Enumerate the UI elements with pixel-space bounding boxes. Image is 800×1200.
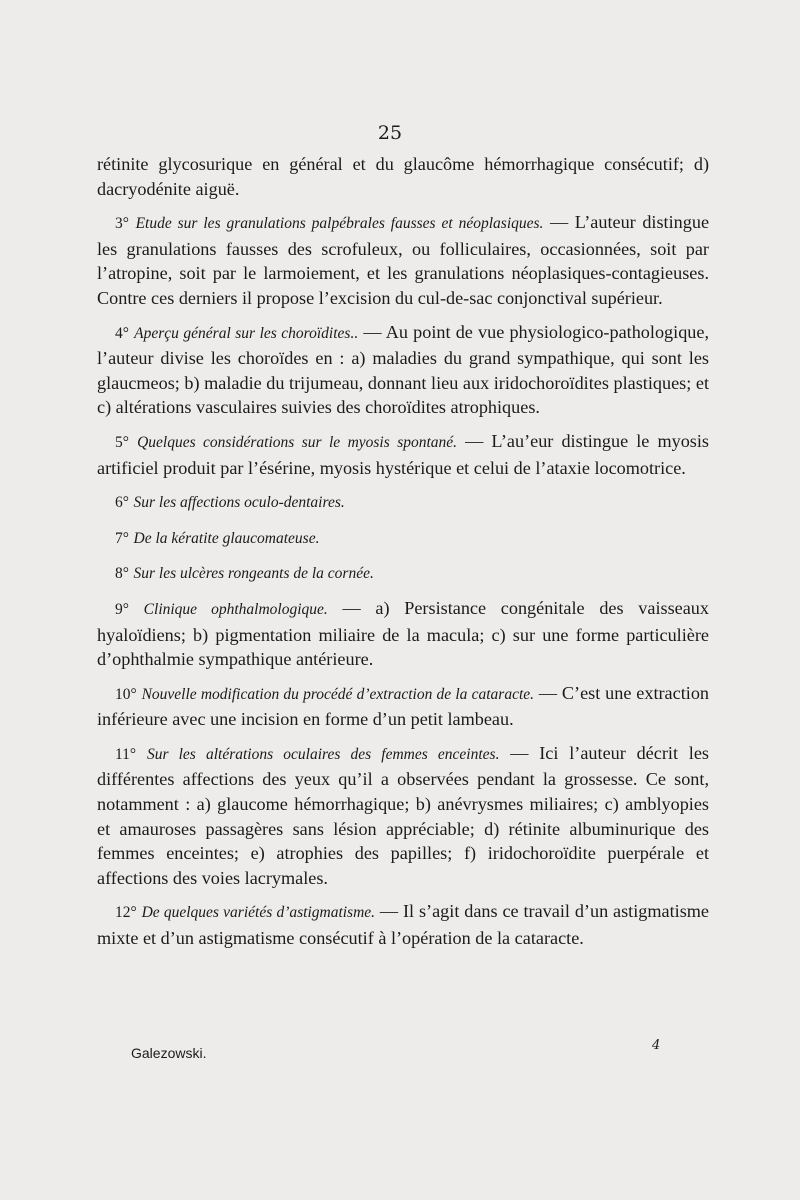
item-number: 4° [115,324,129,342]
item-title: Nouvelle modification du procédé d’extraction de la cataracte. [141,685,535,703]
paragraph-continuation [97,152,709,201]
paragraph-item-6 [97,489,709,516]
item-title: Sur les altérations oculaires des femmes enceintes. [146,745,500,763]
paragraph-text: — L’au’eur distingue le myosis artificiel produit par l’ésérine, myosis hystérique et celui de l’ataxie locomotrice. [97,430,710,478]
paragraph-item-4 [97,320,709,420]
item-number: 8° [115,565,129,583]
item-number: 9° [115,600,129,618]
signature-mark: 4 [652,1038,661,1053]
paragraph-item-3 [97,210,709,310]
item-title: De quelques variétés d’astigmatisme. [141,904,376,922]
paragraph-item-10 [97,681,709,732]
paragraph-item-9 [97,596,709,672]
item-number: 10° [115,685,137,703]
item-number: 7° [115,529,129,547]
paragraph-text: — L’auteur distingue les granulations fausses des scrofuleux, ou folliculaires, occasionnées, soit par l’atropine, soit par le larmoiement, et les granulations néoplasiques-contagieuses. Contre ces derniers il propose l’excision du cul-de-sac conjonctival supérieur. [97,212,710,308]
page-number: 25 [377,122,403,144]
paragraph-text: rétinite glycosurique en général et du glaucôme hémorrhagique consécutif; d) dacryodénite aiguë. [97,154,709,199]
paragraph-text: — C’est une extraction inférieure avec une incision en forme d’un petit lambeau. [97,682,710,730]
item-title: Quelques considérations sur le myosis spontané. [137,433,458,451]
item-title: Clinique ophthalmologique. [143,600,328,618]
paragraph-text: — Ici l’auteur décrit les différentes affections des yeux qu’il a observées pendant la grossesse. Ce sont, notamment : a) glaucome hémorrhagique; b) anévrysmes miliaires; c) amblyopies et amauroses passagères sans lésion appréciable; d) rétinite albuminurique des femmes enceintes; e) atrophies des papilles; f) iridochoroïdite puerpérale et affections des voies lacrymales. [97,742,710,888]
item-title: Sur les affections oculo-dentaires. [133,494,345,512]
item-number: 5° [115,433,129,451]
item-title: Sur les ulcères rongeants de la cornée. [133,565,374,583]
item-number: 12° [115,904,137,922]
paragraph-text: — a) Persistance congénitale des vaisseaux hyaloïdiens; b) pigmentation miliaire de la macula; c) sur une forme particulière d’ophthalmie sympathique antérieure. [97,597,709,670]
item-title: Aperçu général sur les choroïdites.. [134,324,359,342]
item-title: Etude sur les granulations palpébrales fausses et néoplasiques. [135,215,544,233]
paragraph-item-5 [97,429,709,480]
item-number: 11° [115,745,137,763]
footer-author: Galezowski. [131,1045,207,1061]
item-title: De la kératite glaucomateuse. [133,529,320,547]
page-content [97,152,709,960]
paragraph-text: — Il s’agit dans ce travail d’un astigmatisme mixte et d’un astigmatisme consécutif à l’opération de la cataracte. [97,901,710,949]
paragraph-item-7 [97,525,709,552]
item-number: 3° [115,215,129,233]
item-number: 6° [115,494,129,512]
paragraph-text: — Au point de vue physiologico-pathologique, l’auteur divise les choroïdes en : a) maladies du grand sympathique, qui sont les glaucmeos; b) maladie du trijumeau, donnant lieu aux iridochoroïdites plastiques; et c) altérations vasculaires suivies des choroïdites atrophiques. [97,321,709,418]
paragraph-item-8 [97,560,709,587]
paragraph-item-12 [97,899,709,950]
paragraph-item-11 [97,741,709,891]
